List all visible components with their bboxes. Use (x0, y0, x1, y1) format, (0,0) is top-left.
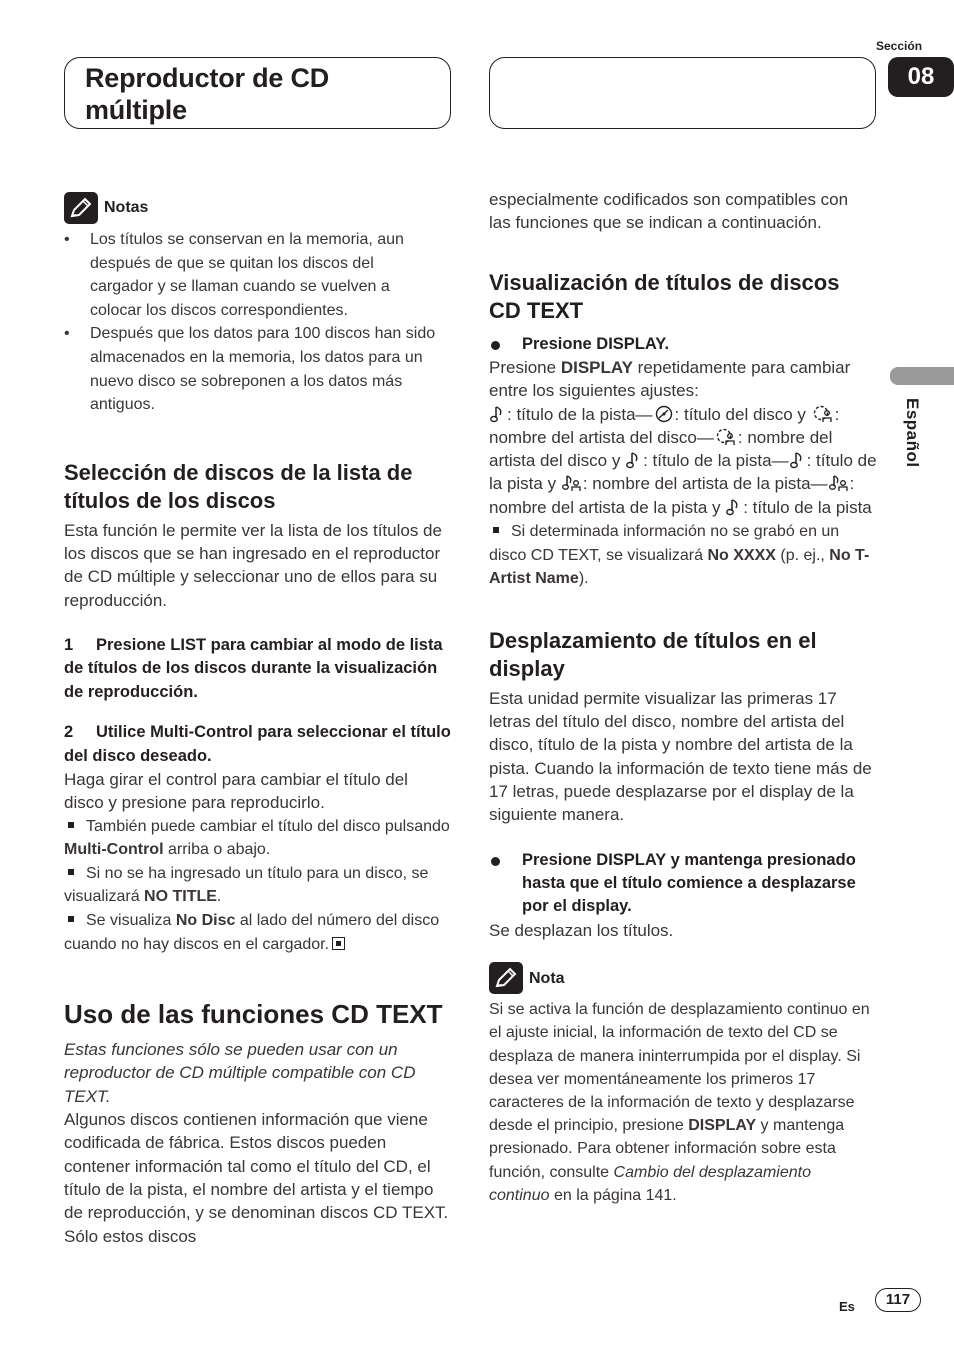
paragraph: Esta función le permite ver la lista de los títulos de los discos que se han ingresado en el reproductor de CD múltiple y seleccionar uno de ellos para su reproducción. (64, 520, 442, 610)
end-mark-icon (332, 937, 345, 950)
note-text: Si se activa la función de desplazamiento continuo en el ajuste inicial, la información de texto del CD se desplaza de manera ininterrumpida por el display. Si desea ver momentáneamente los primeros 17 caracteres de la información de texto y desplazarse desde el principio, presione DISPLAY y mantenga presionado. Para obtener información sobre esta función, consulte Cambio del desplazamiento continuo en la página 141. (489, 1001, 870, 1204)
notes-header (64, 192, 452, 224)
section-heading: Desplazamiento de títulos en el display (489, 627, 817, 681)
footer-language-code: Es (839, 1299, 855, 1314)
track-note-icon (490, 405, 506, 423)
section-heading: Visualización de títulos de discos CD TEXT (489, 269, 840, 323)
section-heading: Selección de discos de la lista de títulos de los discos (64, 459, 413, 513)
tip: También puede cambiar el título del disco pulsando Multi-Control arriba o abajo. (64, 817, 450, 859)
square-bullet (68, 916, 74, 922)
step-number: 2 (64, 723, 74, 742)
page-number: 117 (875, 1288, 921, 1312)
paragraph: Esta unidad permite visualizar las primeras 17 letras del título del disco, nombre del artista del disco, título de la pista y nombre del artista de la pista. Cuando la información de texto tiene más de 17 letras, puede desplazarse por el display de la siguiente manera. (489, 688, 872, 825)
paragraph: Haga girar el control para cambiar el título del disco y presione para reproducirlo. (64, 769, 408, 813)
tip: Si determinada información no se grabó en un disco CD TEXT, se visualizará No XXXX (p. ej., No T-Artist Name). (489, 523, 870, 588)
step-1 (64, 634, 452, 704)
left-column (64, 192, 452, 1248)
paragraph-italic: Estas funciones sólo se pueden usar con un reproductor de CD múltiple compatible con CD TEXT. (64, 1040, 416, 1106)
track-note-icon (626, 451, 642, 469)
note-label: Nota (529, 969, 565, 987)
paragraph: Algunos discos contienen información que viene codificada de fábrica. Estos discos pueden contener información tal como el título del CD, el título de la pista, el nombre del artista y el tiempo de reproducción, y se denominan discos CD TEXT. Sólo estos discos (64, 1110, 449, 1246)
paragraph: Presione DISPLAY repetidamente para cambiar entre los siguientes ajustes: (489, 358, 851, 401)
pencil-note-icon (489, 962, 523, 994)
main-heading: Uso de las funciones CD TEXT (64, 999, 443, 1030)
step-text: Presione LIST para cambiar al modo de lista de títulos de los discos durante la visualización de reproducción. (64, 635, 443, 701)
track-artist-icon (829, 474, 849, 492)
notes-label: Notas (104, 199, 149, 217)
section-label: Sección (876, 39, 923, 53)
track-artist-icon (562, 474, 582, 492)
step-text: Utilice Multi-Control para seleccionar el título del disco deseado. (64, 723, 451, 765)
paragraph: especialmente codificados son compatibles con las funciones que se indican a continuación. (489, 190, 849, 233)
notes-list (64, 228, 436, 417)
language-label: Español (903, 398, 922, 468)
display-cycle: : título de la pista— : título del disco y : nombre del artista del disco— : nombre del artista del disco y : título de la pista— : título de la pista y : nombre del artista de la pista— : nombre del artista de la pista y : título de la pista (489, 404, 877, 517)
section-number-badge: 08 (888, 57, 954, 97)
pencil-note-icon (64, 192, 98, 224)
disc-icon (654, 405, 674, 423)
list-item: • Después que los datos para 100 discos han sido almacenados en la memoria, los datos para un nuevo disco se sobreponen a los datos más antiguos. (64, 322, 436, 416)
step: Presione DISPLAY. (489, 333, 877, 356)
page-title: Reproductor de CD múltiple (85, 63, 330, 125)
disc-artist-icon (715, 428, 737, 446)
disc-artist-icon (812, 405, 834, 423)
list-item: • Los títulos se conservan en la memoria, aun después de que se quitan los discos del cargador y se llaman cuando se vuelven a colocar los discos correspondientes. (64, 228, 436, 322)
step-2 (64, 721, 452, 768)
square-bullet (68, 869, 74, 875)
language-tab (890, 367, 954, 385)
step-number: 1 (64, 635, 74, 654)
header-title-box (64, 57, 451, 129)
right-column (489, 188, 877, 1207)
square-bullet (68, 822, 74, 828)
header-empty-box (489, 57, 876, 129)
bullet-dot (491, 341, 500, 350)
bullet-dot (491, 857, 500, 866)
track-note-icon (790, 451, 806, 469)
step: Presione DISPLAY y mantenga presionado hasta que el título comience a desplazarse por el display. (489, 849, 877, 919)
track-note-icon (726, 498, 742, 516)
square-bullet (493, 527, 499, 533)
tip: Si no se ha ingresado un título para un disco, se visualizará NO TITLE. (64, 864, 429, 906)
paragraph: Se desplazan los títulos. (489, 920, 674, 940)
note-header (489, 962, 877, 994)
tip: Se visualiza No Disc al lado del número del disco cuando no hay discos en el cargador. (64, 911, 440, 953)
